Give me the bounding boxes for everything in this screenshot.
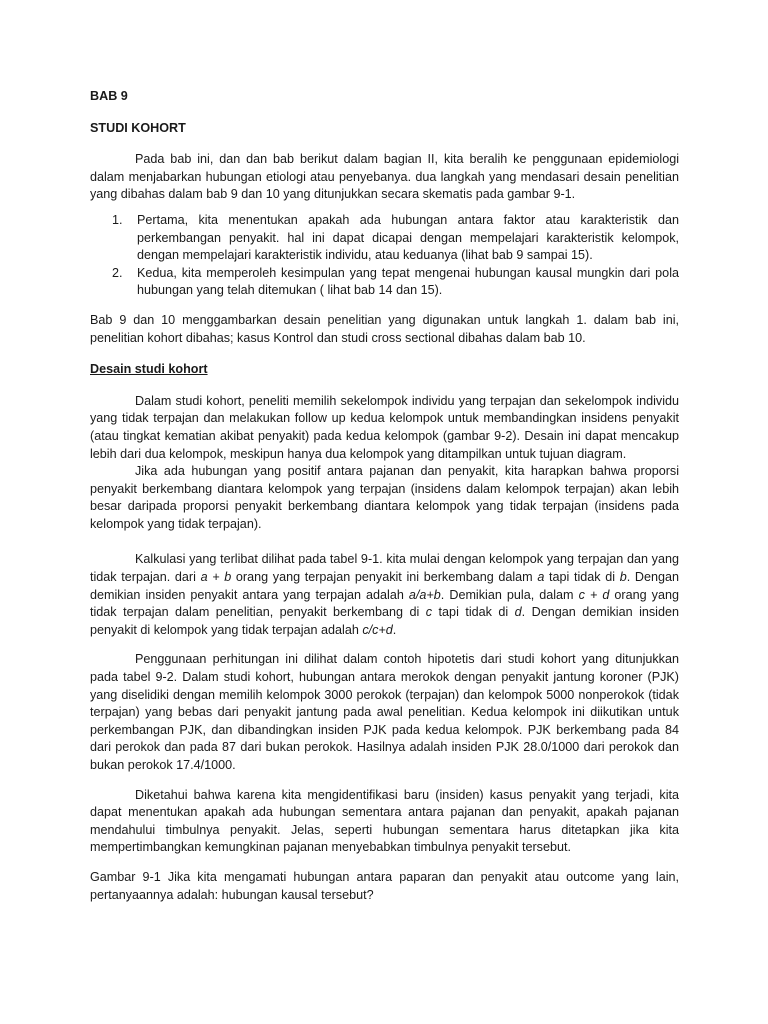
cohort-paragraph-1: Dalam studi kohort, peneliti memilih sekelompok individu yang terpajan dan sekelompok individu yang tidak terpajan dan melakukan follow up kedua kelompok untuk membandingkan insidens penyakit (atau tingkat kematian akibat penyakit) pada kedua kelompok (gambar 9-2). Desain ini dapat mencakup lebih dari dua kelompok, meskipun hanya dua kelompok yang ditampilkan untuk tujuan diagram. <box>90 393 679 461</box>
chapter-title: STUDI KOHORT <box>90 120 186 135</box>
steps-list <box>90 212 679 300</box>
temporal-paragraph: Diketahui bahwa karena kita mengidentifikasi baru (insiden) kasus penyakit yang terjadi, kita dapat menentukan apakah ada hubungan sementara antara pajanan dan penyakit, apakah pajanan mendahului timbulnya penyakit. Jelas, seperti hubungan sementara harus ditetapkan jika kita mempertimbangkan kemungkinan pajanan menyebabkan timbulnya penyakit tersebut. <box>90 787 679 855</box>
chapter-number: BAB 9 <box>90 89 128 103</box>
intro-paragraph: Pada bab ini, dan dan bab berikut dalam bagian II, kita beralih ke penggunaan epidemiologi dalam menjabarkan hubungan etiologi atau penyebanya. dua langkah yang mendasari desain penelitian yang dibahas dalam bab 9 dan 10 yang ditunjukkan secara skematis pada gambar 9-1. <box>90 152 679 202</box>
list-text: Pertama, kita menentukan apakah ada hubungan antara faktor atau karakteristik dan perkembangan penyakit. hal ini dapat dicapai dengan mempelajari karakteristik kelompok, dengan mempelajari karakteristik individu, atau keduanya (lihat bab 9 sampai 15). <box>137 212 679 263</box>
list-number: 2. <box>112 265 123 280</box>
list-number: 1. <box>112 212 123 227</box>
section-heading: Desain studi kohort <box>90 362 208 377</box>
example-paragraph: Penggunaan perhitungan ini dilihat dalam contoh hipotetis dari studi kohort yang ditunjukkan pada tabel 9-2. Dalam studi kohort, hubungan antara merokok dengan penyakit jantung koroner (PJK) yang diselidiki dengan memilih kelompok 3000 perokok (terpajan) dan kelompok 5000 nonperokok (tidak terpajan) yang bebas dari penyakit jantung pada awal penelitian. Kedua kelompok ini diikutikan untuk perkembangan PJK, dan dibandingkan insiden PJK pada kedua kelompok. PJK berkembang pada 84 dari perokok dan pada 87 dari bukan perokok. Hasilnya adalah insiden PJK 28.0/1000 dari perokok dan bukan perokok 17.4/1000. <box>90 652 679 772</box>
figure-caption-paragraph: Gambar 9-1 Jika kita mengamati hubungan antara paparan dan penyakit atau outcome yang lain, pertanyaannya adalah: hubungan kausal tersebut? <box>90 869 679 902</box>
summary-paragraph: Bab 9 dan 10 menggambarkan desain penelitian yang digunakan untuk langkah 1. dalam bab ini, penelitian kohort dibahas; kasus Kontrol dan studi cross sectional dibahas dalam bab 10. <box>90 312 679 345</box>
list-text: Kedua, kita memperoleh kesimpulan yang tepat mengenai hubungan kausal mungkin dari pola hubungan yang telah ditemukan ( lihat bab 14 dan 15). <box>137 265 679 298</box>
calculation-paragraph: Kalkulasi yang terlibat dilihat pada tabel 9-1. kita mulai dengan kelompok yang terpajan dan yang tidak terpajan. dari a + b orang yang terpajan penyakit ini berkembang dalam a tapi tidak di b. Dengan demikian insiden penyakit antara yang terpajan adalah a/a+b. Demikian pula, dalam c + d orang yang tidak terpajan dalam penelitian, penyakit berkembang di c tapi tidak di d. Dengan demikian insiden penyakit di kelompok yang tidak terpajan adalah c/c+d. <box>90 552 679 637</box>
cohort-paragraph-2: Jika ada hubungan yang positif antara pajanan dan penyakit, kita harapkan bahwa proporsi penyakit berkembang diantara kelompok yang terpajan (insidens dalam kelompok terpajan) akan lebih besar daripada proporsi penyakit berkembang diantara kelompok yang tidak terpajan (insidens pada kelompok yang tidak terpajan). <box>90 464 679 531</box>
list-item <box>90 212 679 265</box>
document-page <box>90 88 679 904</box>
list-item <box>90 265 679 300</box>
